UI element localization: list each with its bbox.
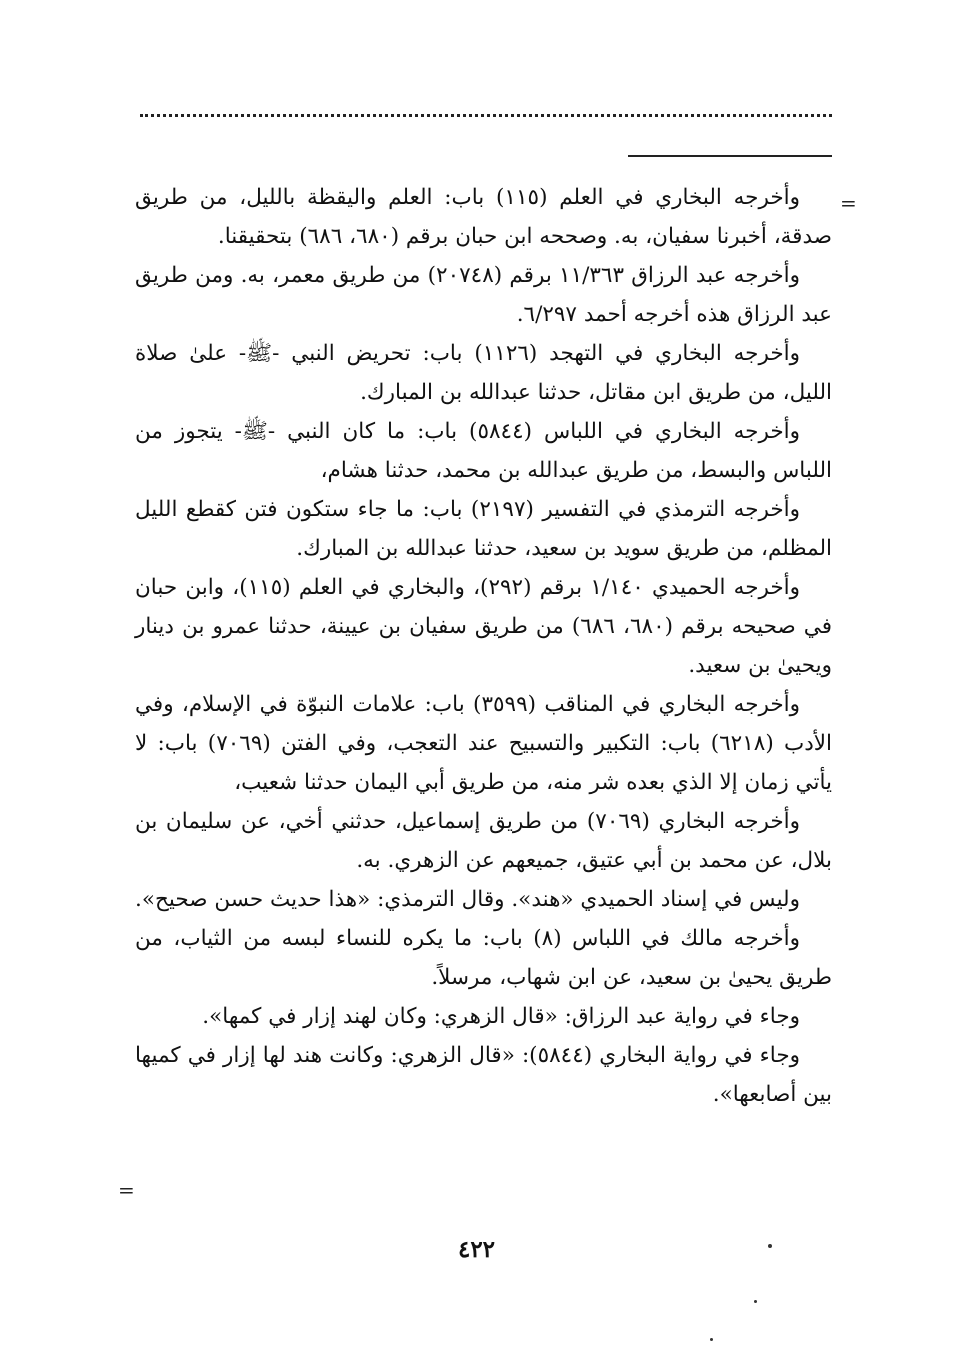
dotted-separator [140,114,832,117]
footnote-paragraph: وأخرجه البخاري في التهجد (١١٢٦) باب: تحريض النبي -ﷺ- علىٰ صلاة الليل، من طريق ابن مقاتل، حدثنا عبدالله بن المبارك. [135,341,832,405]
footnote-paragraph: وأخرجه البخاري في العلم (١١٥) باب: العلم واليقظة بالليل، من طريق صدقة، أخبرنا سفيان، به. وصححه ابن حبان برقم (٦٨٠، ٦٨٦) بتحقيقنا. [135,185,832,249]
continuation-mark-bottom: = [118,1178,135,1202]
footnote-paragraph: وأخرجه عبد الرزاق ١١/٣٦٣ برقم (٢٠٧٤٨) من طريق معمر، به. ومن طريق عبد الرزاق هذه أخرجه أحمد ٦/٢٩٧. [135,263,832,327]
footnote-paragraph: وأخرجه الحميدي ١/١٤٠ برقم (٢٩٢)، والبخاري في العلم (١١٥)، وابن حبان في صحيحه برقم (٦٨٠، ٦٨٦) من طريق سفيان بن عيينة، حدثنا عمرو بن دينار ويحيىٰ بن سعيد. [135,575,832,678]
footnotes-block [135,178,832,1114]
scan-speck [710,1338,713,1341]
footnote-paragraph: وليس في إسناد الحميدي «هند». وقال الترمذي: «هذا حديث حسن صحيح». [135,887,800,912]
footnote-paragraph: وأخرجه الترمذي في التفسير (٢١٩٧) باب: ما جاء ستكون فتن كقطع الليل المظلم، من طريق سويد بن سعيد، حدثنا عبدالله بن المبارك. [135,497,832,561]
footnote-paragraph: وجاء في رواية البخاري (٥٨٤٤): «قال الزهري: وكانت هند لها إزار في كميها بين أصابعها». [135,1043,832,1107]
continuation-mark-top: = [840,191,857,215]
scan-speck [754,1300,757,1303]
footnote-paragraph: وأخرجه البخاري (٧٠٦٩) من طريق إسماعيل، حدثني أخي، عن سليمان بن بلال، عن محمد بن أبي عتيق، جميعهم عن الزهري. به. [135,809,832,873]
footnote-paragraph: وأخرجه البخاري في المناقب (٣٥٩٩) باب: علامات النبوّة في الإسلام، وفي الأدب (٦٢١٨) باب: التكبير والتسبيح عند التعجب، وفي الفتن (٧٠٦٩) باب: لا يأتي زمان إلا الذي بعده شر منه، من طريق أبي اليمان حدثنا شعيب، [135,692,833,795]
footnote-separator-line [628,155,832,157]
footnote-paragraph: وأخرجه مالك في اللباس (٨) باب: ما يكره للنساء لبسه من الثياب، من طريق يحيىٰ بن سعيد، عن ابن شهاب، مرسلاً. [135,926,832,990]
scan-speck [768,1244,772,1248]
footnote-paragraph: وأخرجه البخاري في اللباس (٥٨٤٤) باب: ما كان النبي -ﷺ- يتجوز من اللباس والبسط، من طريق عبدالله بن محمد، حدثنا هشام، [135,419,832,483]
page-number: ٤٢٢ [457,1236,496,1263]
footnote-paragraph: وجاء في رواية عبد الرزاق: «قال الزهري: وكان لهند إزار في كمها». [202,1004,800,1029]
